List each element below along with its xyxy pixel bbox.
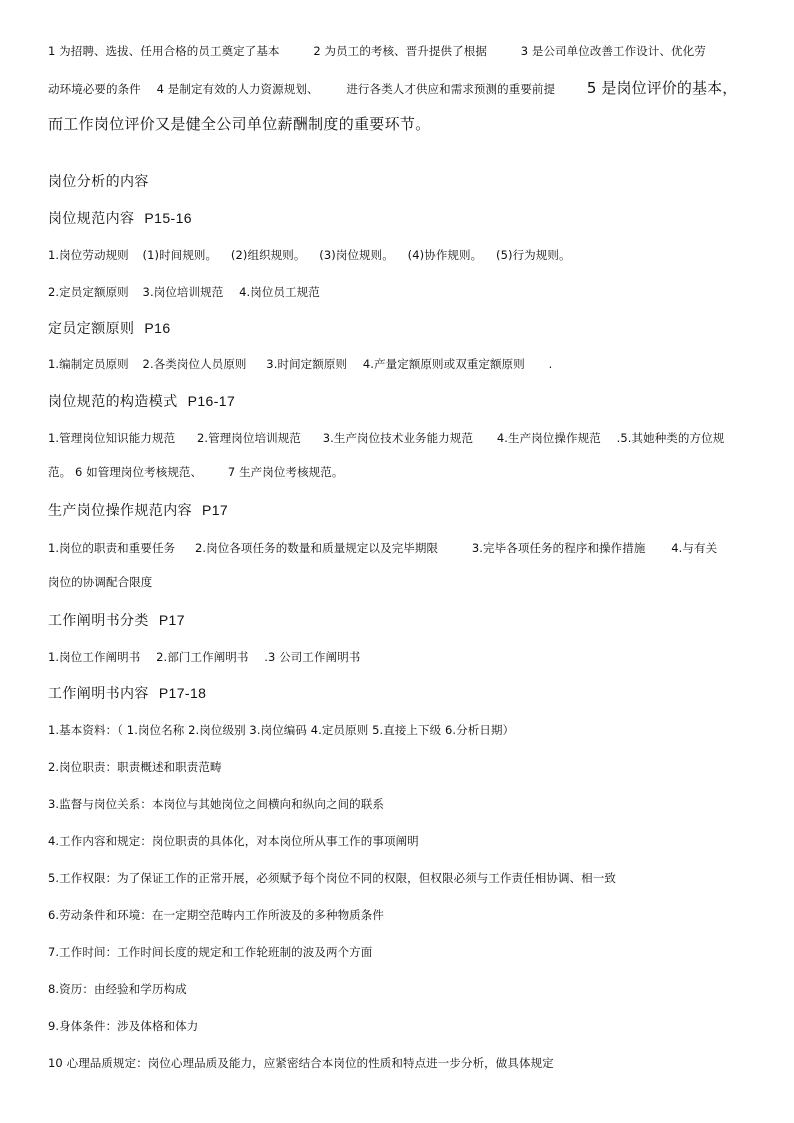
heading-structure <box>48 391 235 412</box>
heading-text: 岗位规范的构造模式 <box>48 394 178 410</box>
list-item: 2.定员定额原则 <box>48 285 129 299</box>
production-line-1 <box>48 540 717 556</box>
jd-item-4: 4.工作内容和规定：岗位职责的具体化，对本岗位所从事工作的事项阐明 <box>48 834 419 848</box>
structure-line-1 <box>48 430 724 446</box>
intro-line-2 <box>48 80 737 97</box>
page-ref: P16 <box>144 320 171 336</box>
list-item: (1)时间规则。 <box>142 248 218 262</box>
list-item: 4.岗位员工规范 <box>239 285 320 299</box>
jd-item-10: 10 心理品质规定：岗位心理品质及能力，应紧密结合本岗位的性质和特点进一步分析，做具体规定 <box>48 1056 554 1070</box>
heading-text: 生产岗位操作规范内容 <box>48 503 192 519</box>
jd-item-8: 8.资历：由经验和学历构成 <box>48 982 187 996</box>
page-ref: P16-17 <box>187 393 236 409</box>
intro-point-1: 1 为招聘、选拔、任用合格的员工奠定了基本 <box>48 44 280 58</box>
list-item: 1.岗位工作阐明书 <box>48 650 141 664</box>
heading-spec-content <box>48 208 192 229</box>
list-item: 范。 6 如管理岗位考核规范、 <box>48 465 203 479</box>
list-item: 2.各类岗位人员原则 <box>142 357 247 371</box>
list-item: (2)组织规则。 <box>230 248 306 262</box>
heading-text: 岗位规范内容 <box>48 211 135 227</box>
list-item: 3.生产岗位技术业务能力规范 <box>322 431 474 445</box>
staffing-line-1 <box>48 356 552 372</box>
heading-jd-content <box>48 683 206 704</box>
intro-point-5: 5 是岗位评价的基本， <box>586 79 738 97</box>
intro-point-4-cont: 进行各类人才供应和需求预测的重要前提 <box>346 82 556 96</box>
list-item: . <box>548 357 553 371</box>
list-item: 4.与有关 <box>671 541 718 555</box>
list-item: (4)协作规则。 <box>407 248 483 262</box>
heading-jd-types <box>48 610 185 631</box>
jd-item-5: 5.工作权限：为了保证工作的正常开展，必须赋予每个岗位不同的权限，但权限必须与工作责任相协调、相一致 <box>48 871 616 885</box>
intro-point-3-cont: 动环境必要的条件 <box>48 82 141 96</box>
page-ref: P17-18 <box>158 685 207 701</box>
list-item: 3.岗位培训规范 <box>142 285 224 299</box>
list-item: .3 公司工作阐明书 <box>264 650 361 664</box>
list-item: (5)行为规则。 <box>495 248 571 262</box>
heading-text: 工作阐明书内容 <box>48 686 149 702</box>
heading-production <box>48 500 228 521</box>
jd-item-9: 9.身体条件：涉及体格和体力 <box>48 1019 199 1033</box>
list-item: (3)岗位规则。 <box>319 248 394 262</box>
list-item: 1.岗位的职责和重要任务 <box>48 541 176 555</box>
list-item: 4.生产岗位操作规范 <box>496 431 601 445</box>
jd-item-6: 6.劳动条件和环境：在一定期空范畴内工作所波及的多种物质条件 <box>48 908 384 922</box>
jd-item-1: 1.基本资料：（ 1.岗位名称 2.岗位级别 3.岗位编码 4.定员原则 5.直接上下级 6.分析日期） <box>48 723 515 737</box>
list-item: 2.管理岗位培训规范 <box>196 431 301 445</box>
intro-line-3: 而工作岗位评价又是健全公司单位薪酬制度的重要环节。 <box>48 115 431 133</box>
jd-item-2: 2.岗位职责：职责概述和职责范畴 <box>48 760 222 774</box>
spec-content-line-2 <box>48 284 320 300</box>
heading-text: 工作阐明书分类 <box>48 613 149 629</box>
page-ref: P15-16 <box>144 210 192 226</box>
list-item: 1.编制定员原则 <box>48 357 129 371</box>
list-item: .5.其她种类的方位规 <box>616 431 725 445</box>
jd-item-3: 3.监督与岗位关系：本岗位与其她岗位之间横向和纵向之间的联系 <box>48 797 384 811</box>
intro-line-1 <box>48 43 706 59</box>
heading-staffing <box>48 318 171 339</box>
intro-point-4: 4 是制定有效的人力资源规划、 <box>156 82 319 96</box>
list-item: 7 生产岗位考核规范。 <box>227 465 344 479</box>
list-item: 2.岗位各项任务的数量和质量规定以及完毕期限 <box>194 541 439 555</box>
spec-content-line-1 <box>48 247 571 263</box>
page-ref: P17 <box>202 502 229 518</box>
jd-types-line-1 <box>48 649 360 665</box>
list-item: 3.时间定额原则 <box>266 357 348 371</box>
intro-point-2: 2 为员工的考核、晋升提供了根据 <box>313 44 487 58</box>
production-line-2: 岗位的协调配合限度 <box>48 575 153 589</box>
section-title: 岗位分析的内容 <box>48 174 149 190</box>
list-item: 2.部门工作阐明书 <box>156 650 249 664</box>
list-item: 1.管理岗位知识能力规范 <box>48 431 176 445</box>
structure-line-2 <box>48 464 343 480</box>
intro-point-3: 3 是公司单位改善工作设计、优化劳 <box>520 44 706 58</box>
list-item: 3.完毕各项任务的程序和操作措施 <box>471 541 646 555</box>
page-ref: P17 <box>158 612 185 628</box>
list-item: 4.产量定额原则或双重定额原则 <box>362 357 525 371</box>
jd-item-7: 7.工作时间：工作时间长度的规定和工作轮班制的波及两个方面 <box>48 945 373 959</box>
heading-text: 定员定额原则 <box>48 321 135 337</box>
list-item: 1.岗位劳动规则 <box>48 248 129 262</box>
